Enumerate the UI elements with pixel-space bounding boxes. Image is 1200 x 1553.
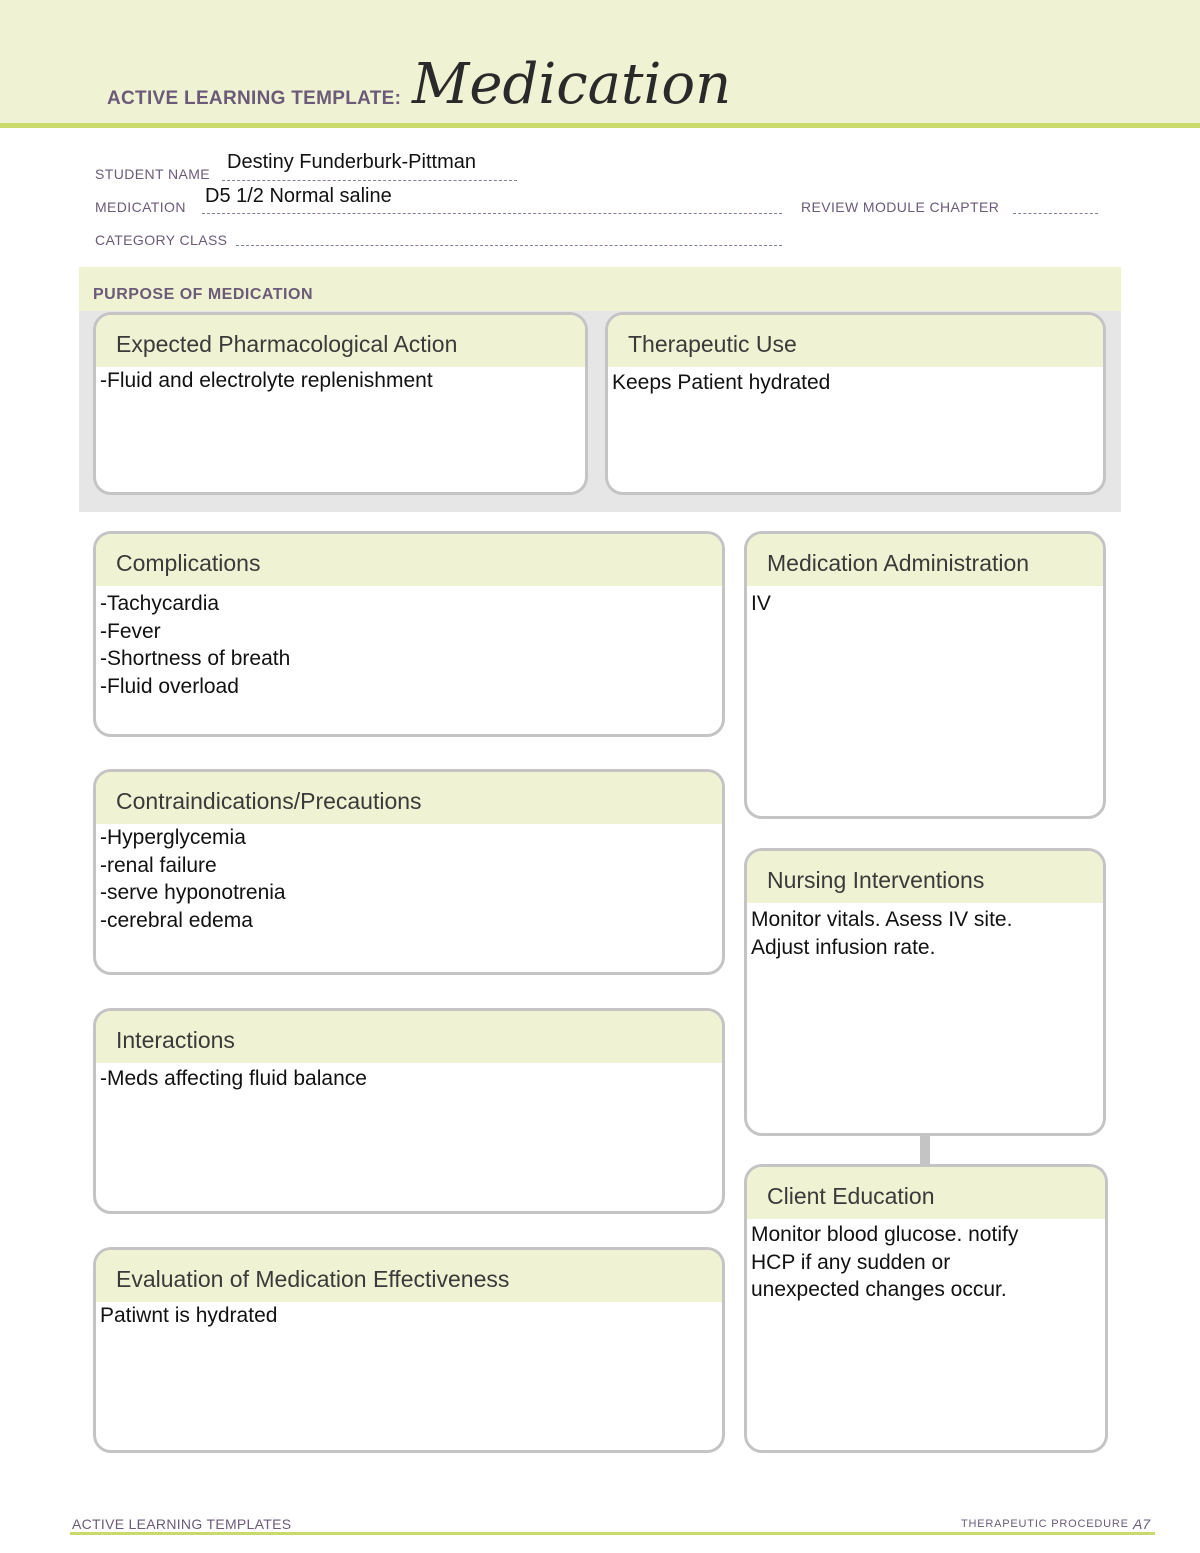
contraindications-line: -cerebral edema <box>100 908 253 932</box>
evaluation-box[interactable] <box>93 1247 725 1453</box>
contraindications-content <box>96 824 722 934</box>
nursing-interventions-content <box>747 903 1103 961</box>
nursing-interventions-title: Nursing Interventions <box>767 867 985 893</box>
client-education-box[interactable] <box>744 1164 1108 1453</box>
footer-rule <box>70 1532 1155 1535</box>
footer-left-label: ACTIVE LEARNING TEMPLATES <box>72 1516 292 1532</box>
therapeutic-use-title: Therapeutic Use <box>628 331 797 357</box>
complications-line: -Shortness of breath <box>100 647 291 670</box>
expected-action-box[interactable] <box>93 312 588 495</box>
client-education-line: HCP if any sudden or <box>751 1250 951 1274</box>
client-education-header <box>747 1167 1105 1219</box>
administration-header <box>747 534 1103 586</box>
review-module-line[interactable] <box>1013 213 1098 214</box>
client-education-line: Monitor blood glucose. notify <box>751 1223 1019 1246</box>
student-name-value[interactable]: Destiny Funderburk-Pittman <box>227 151 476 173</box>
contraindications-title: Contraindications/Precautions <box>116 788 422 814</box>
nursing-interventions-box[interactable] <box>744 848 1106 1136</box>
template-label: ACTIVE LEARNING TEMPLATE: <box>107 88 402 109</box>
interactions-content <box>96 1063 722 1093</box>
therapeutic-use-header <box>608 315 1103 367</box>
nursing-interventions-line: Monitor vitals. Asess IV site. <box>751 908 1013 931</box>
review-module-label: REVIEW MODULE CHAPTER <box>801 199 1000 215</box>
evaluation-line: Patiwnt is hydrated <box>100 1304 278 1327</box>
administration-content <box>747 586 1103 618</box>
contraindications-line: -renal failure <box>100 853 217 877</box>
client-education-title: Client Education <box>767 1183 935 1209</box>
student-name-line <box>222 180 517 181</box>
expected-action-title: Expected Pharmacological Action <box>116 331 458 357</box>
expected-action-content <box>96 367 585 395</box>
complications-content <box>96 586 722 700</box>
complications-title: Complications <box>116 550 261 576</box>
complications-line: -Fever <box>100 619 161 643</box>
category-class-label: CATEGORY CLASS <box>95 232 228 248</box>
administration-box[interactable] <box>744 531 1106 819</box>
interactions-header <box>96 1011 722 1063</box>
evaluation-title: Evaluation of Medication Effectiveness <box>116 1266 510 1292</box>
complications-header <box>96 534 722 586</box>
footer-right-label: THERAPEUTIC PROCEDURE <box>961 1518 1129 1530</box>
client-education-line: unexpected changes occur. <box>751 1278 1007 1301</box>
complications-line: -Tachycardia <box>100 592 220 615</box>
contraindications-box[interactable] <box>93 769 725 975</box>
nursing-interventions-line: Adjust infusion rate. <box>751 935 936 959</box>
footer-page-number: A7 <box>1133 1516 1151 1532</box>
contraindications-header <box>96 772 722 824</box>
template-title: Medication <box>412 52 732 117</box>
evaluation-header <box>96 1250 722 1302</box>
interactions-line: -Meds affecting fluid balance <box>100 1067 367 1090</box>
medication-line <box>202 213 782 214</box>
student-name-label: STUDENT NAME <box>95 166 210 182</box>
medication-value[interactable]: D5 1/2 Normal saline <box>205 185 392 207</box>
medication-label: MEDICATION <box>95 199 186 215</box>
therapeutic-use-box[interactable] <box>605 312 1106 495</box>
therapeutic-use-line: Keeps Patient hydrated <box>612 371 831 394</box>
evaluation-content <box>96 1302 722 1330</box>
box-connector <box>920 1135 930 1165</box>
category-class-line[interactable] <box>236 245 782 246</box>
contraindications-line: -serve hyponotrenia <box>100 881 286 904</box>
header-rule <box>0 123 1200 128</box>
complications-box[interactable] <box>93 531 725 737</box>
administration-line: IV <box>751 592 771 615</box>
interactions-title: Interactions <box>116 1027 235 1053</box>
interactions-box[interactable] <box>93 1008 725 1214</box>
expected-action-line: -Fluid and electrolyte replenishment <box>100 369 433 392</box>
expected-action-header <box>96 315 585 367</box>
administration-title: Medication Administration <box>767 550 1030 576</box>
purpose-label: PURPOSE OF MEDICATION <box>93 286 313 303</box>
therapeutic-use-content <box>608 367 1103 397</box>
client-education-content <box>747 1219 1105 1304</box>
nursing-interventions-header <box>747 851 1103 903</box>
complications-line: -Fluid overload <box>100 674 239 698</box>
contraindications-line: -Hyperglycemia <box>100 826 246 849</box>
